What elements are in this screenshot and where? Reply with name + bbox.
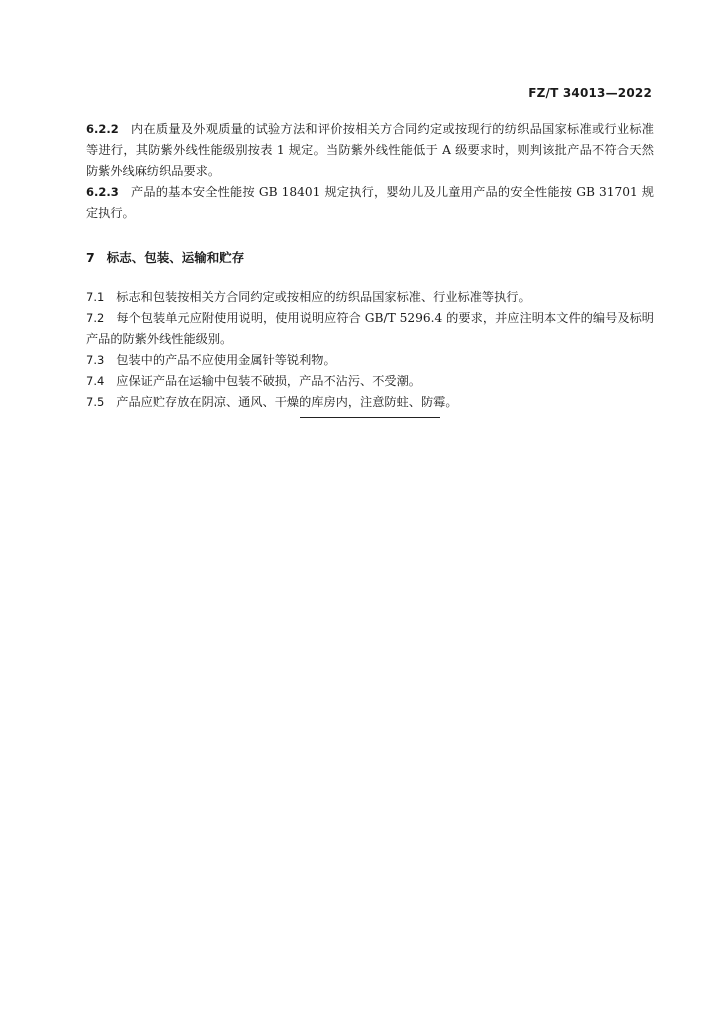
clause-text: 每个包装单元应附使用说明，使用说明应符合 GB/T 5296.4 的要求，并应注明本文件的编号及标明产品的防紫外线性能级别。 (86, 311, 654, 346)
clause-7-5 (86, 392, 654, 413)
clause-text: 产品的基本安全性能按 GB 18401 规定执行，婴幼儿及儿童用产品的安全性能按 GB 31701 规定执行。 (86, 185, 654, 220)
clause-text: 标志和包装按相关方合同约定或按相应的纺织品国家标准、行业标准等执行。 (116, 290, 531, 304)
clause-number: 7.3 (86, 353, 105, 367)
clause-6-2-3 (86, 182, 654, 224)
document-body (86, 119, 654, 413)
clause-text: 应保证产品在运输中包装不破损，产品不沾污、不受潮。 (116, 374, 421, 388)
clause-text: 产品应贮存放在阴凉、通风、干燥的库房内，注意防蛀、防霉。 (116, 395, 458, 409)
clause-text: 内在质量及外观质量的试验方法和评价按相关方合同约定或按现行的纺织品国家标准或行业标准等进行，其防紫外线性能级别按表 1 规定。当防紫外线性能低于 A 级要求时，则判该批产品不符合天然防紫外线麻纺织品要求。 (86, 122, 654, 178)
section-heading (86, 247, 654, 268)
clause-number: 7.5 (86, 395, 105, 409)
clause-7-2 (86, 308, 654, 350)
section-title: 标志、包装、运输和贮存 (106, 250, 245, 265)
clause-number: 7.4 (86, 374, 105, 388)
clause-text: 包装中的产品不应使用金属针等锐利物。 (116, 353, 336, 367)
clause-7-1 (86, 287, 654, 308)
standard-code: FZ/T 34013—2022 (528, 86, 652, 100)
clause-6-2-2 (86, 119, 654, 182)
clause-number: 6.2.3 (86, 185, 119, 199)
clause-number: 6.2.2 (86, 122, 119, 136)
clause-number: 7.1 (86, 290, 105, 304)
end-divider (300, 417, 440, 418)
clause-7-3 (86, 350, 654, 371)
clause-number: 7.2 (86, 311, 105, 325)
section-number: 7 (86, 250, 95, 265)
clause-7-4 (86, 371, 654, 392)
